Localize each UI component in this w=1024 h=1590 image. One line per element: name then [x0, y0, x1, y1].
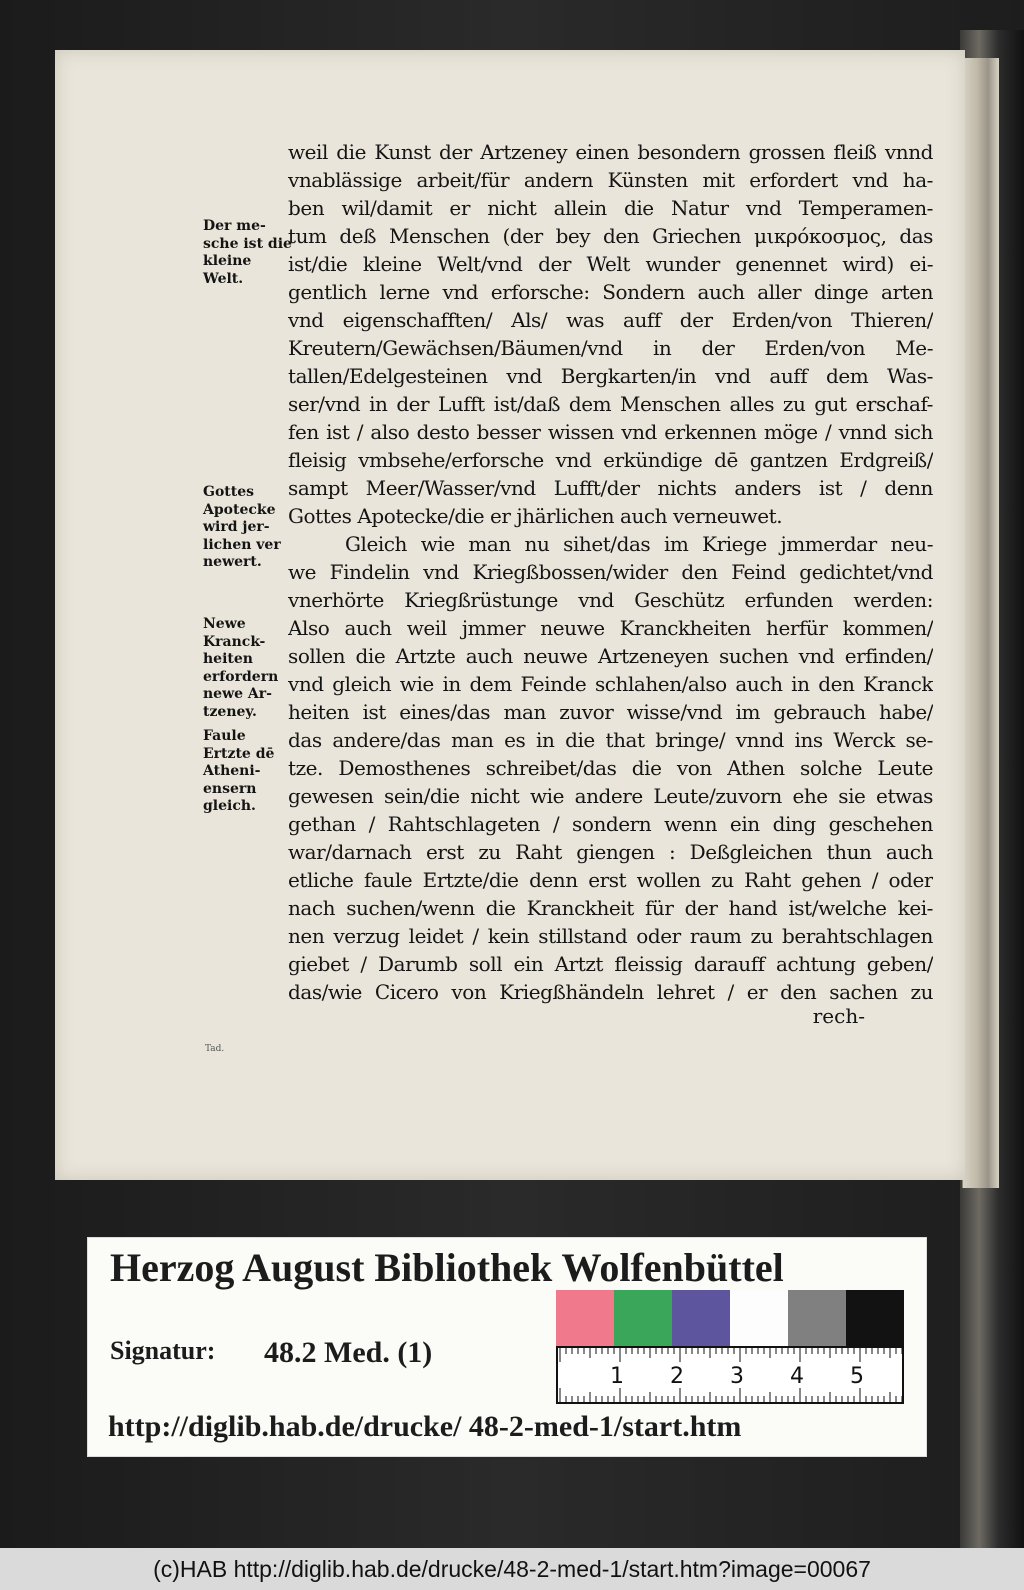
text-line: ist/die kleine Welt/vnd der Welt wunder genennet wird) ei-: [288, 252, 933, 276]
text-line: das/wie Cicero von Kriegßhändeln lehret / er den sachen zu: [288, 980, 933, 1004]
text-line: ben wil/damit er nicht allein die Natur vnd Temperamen-: [288, 196, 933, 220]
text-line: Also auch weil jmmer neuwe Kranckheiten herfür kommen/: [288, 616, 933, 640]
text-line: sollen die Artzte auch neuwe Artzeneyen suchen vnd erfinden/: [288, 644, 933, 668]
text-line: Kreutern/Gewächsen/Bäumen/vnd in der Erden/von Me-: [288, 336, 933, 360]
signatur-value: 48.2 Med. (1): [264, 1336, 433, 1369]
text-line: we Findelin vnd Kriegßbossen/wider den Feind gedichtet/vnd: [288, 560, 933, 584]
library-name: Herzog August Bibliothek Wolfenbüttel: [110, 1245, 784, 1290]
text-line: nen verzug leidet / kein stillstand oder raum zu berahtschlagen: [288, 924, 933, 948]
margin-note: Newe Kranck- heiten erfordern newe Ar- tzeney.: [203, 616, 279, 720]
library-card: [88, 1238, 926, 1456]
text-line: weil die Kunst der Artzeney einen besondern grossen fleiß vnnd: [288, 140, 933, 164]
text-line: fleisig vmbsehe/erforsche vnd erkündige dē gantzen Erdgreiß/: [288, 448, 933, 472]
color-swatch: [556, 1290, 614, 1346]
text-line: tallen/Edelgesteinen vnd Bergkarten/in vnd auff dem Was-: [288, 364, 933, 388]
text-line: war/darnach erst zu Raht giengen : Deßgleichen thun auch: [288, 840, 933, 864]
text-line: heiten ist eines/das man zuvor wisse/vnd im gebrauch habe/: [288, 700, 933, 724]
card-url: http://diglib.hab.de/drucke/ 48-2-med-1/start.htm: [108, 1410, 742, 1443]
text-line: vnd gleich wie in dem Feinde schlahen/also auch in den Kranck: [288, 672, 933, 696]
text-line: giebet / Darumb soll ein Artzt fleissig darauff achtung geben/: [288, 952, 933, 976]
footer-copyright: (c)HAB http://diglib.hab.de/drucke/48-2-med-1/start.htm?image=00067: [0, 1548, 1024, 1590]
catchword: rech-: [812, 1004, 865, 1028]
ruler-number: 2: [670, 1364, 684, 1389]
color-calibration-strip: [556, 1290, 904, 1346]
text-line: gewesen sein/die nicht wie andere Leute/zuvorn ehe sie etwas: [288, 784, 933, 808]
color-swatch: [614, 1290, 672, 1346]
text-line: vnd eigenschafften/ Als/ was auff der Erden/von Thieren/: [288, 308, 933, 332]
page-text-block: [55, 50, 965, 1180]
text-line: das andere/das man es in die that bringe/ vnnd ins Werck se-: [288, 728, 933, 752]
color-swatch: [788, 1290, 846, 1346]
page-mark: Tad.: [205, 1044, 225, 1054]
ruler-number: 3: [730, 1364, 744, 1389]
book-page: [55, 50, 965, 1180]
text-line: vnablässige arbeit/für andern Künsten mit erfordert vnd ha-: [288, 168, 933, 192]
color-swatch: [846, 1290, 904, 1346]
ruler-number: 1: [610, 1364, 624, 1389]
page-edges: [962, 58, 999, 1188]
text-line: sampt Meer/Wasser/vnd Lufft/der nichts anders ist / denn: [288, 476, 933, 500]
text-line: vnerhörte Kriegßrüstunge vnd Geschütz erfunden werden:: [288, 588, 933, 612]
text-line: etliche faule Ertzte/die denn erst wollen zu Raht gehen / oder: [288, 868, 933, 892]
text-line: ser/vnd in der Lufft ist/daß dem Menschen alles zu gut erschaf-: [288, 392, 933, 416]
text-line: Gleich wie man nu sihet/das im Kriege jmmerdar neu-: [345, 532, 933, 556]
color-swatch: [672, 1290, 730, 1346]
margin-note: Gottes Apotecke wird jer- lichen ver newert.: [203, 484, 281, 570]
text-line: gentlich lerne vnd erforsche: Sondern auch aller dinge arten: [288, 280, 933, 304]
scale-ruler: [556, 1346, 904, 1404]
color-swatch: [730, 1290, 788, 1346]
ruler-number: 5: [850, 1364, 864, 1389]
signatur-label: Signatur:: [110, 1336, 216, 1365]
margin-note: Der me- sche ist die kleine Welt.: [203, 218, 292, 287]
ruler-number: 4: [790, 1364, 804, 1389]
text-line: tum deß Menschen (der bey den Griechen μικρόκοσμος, das: [288, 224, 933, 248]
text-line: nach suchen/wenn die Kranckheit für der hand ist/welche kei-: [288, 896, 933, 920]
margin-note: Faule Ertzte dē Atheni- ensern gleich.: [203, 728, 275, 814]
text-line: Gottes Apotecke/die er jhärlichen auch verneuwet.: [288, 504, 783, 528]
text-line: gethan / Rahtschlageten / sondern wenn ein ding geschehen: [288, 812, 933, 836]
text-line: fen ist / also desto besser wissen vnd erkennen möge / vnnd sich: [288, 420, 933, 444]
text-line: tze. Demosthenes schreibet/das die von Athen solche Leute: [288, 756, 933, 780]
